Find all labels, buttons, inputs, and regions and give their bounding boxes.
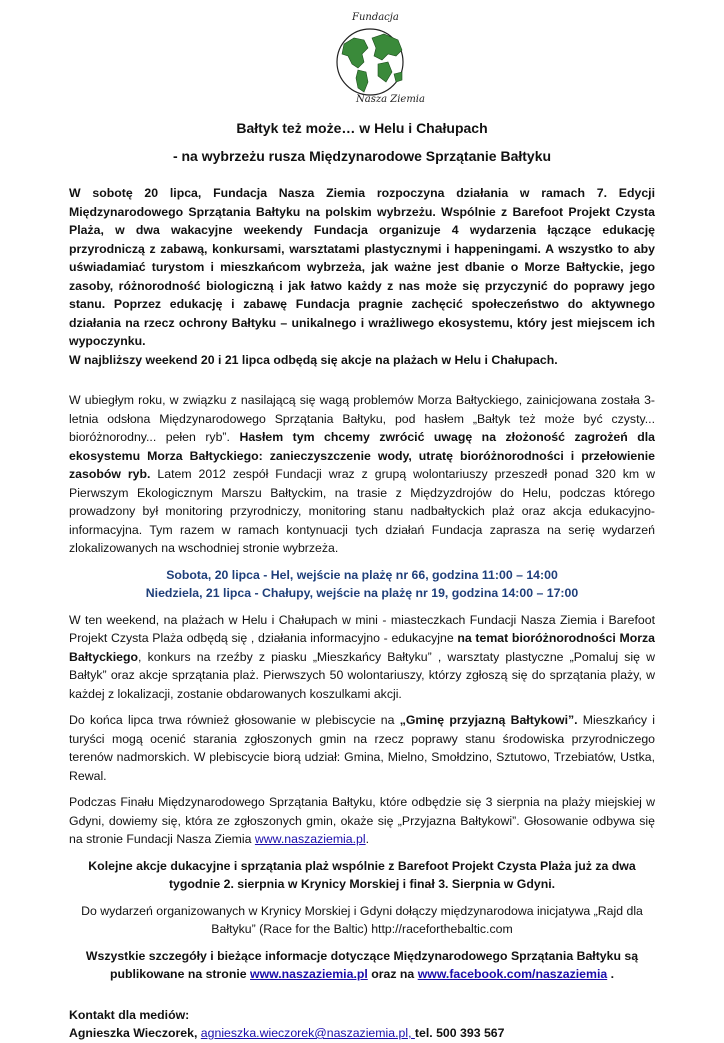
- background-text-2: Latem 2012 zespół Fundacji wraz z grupą wolontariuszy przeszedł ponad 320 km w Pierwszym Ekologicznym Marszu Bałtyckim, na trasie z Międzyzdrojów do Helu, podczas którego prowadzony był monitoring przyrodniczy, monitoring stanu nadbałtyckich plaż oraz akcja edukacyjno-informacyjna. Tym razem w ramach kontynuacji tych działań Fundacja zaprasza na serię wydarzeń zlokalizowanych na wschodniej stronie wybrzeża.: [69, 467, 655, 555]
- background-text-bold: Hasłem tym chcemy zwrócić uwagę na złożoność zagrożeń dla ekosystemu Morza Bałtyckiego: zanieczyszczenie wody, utratę bioróżnorodności i przełowienie zasobów ryb.: [69, 430, 656, 481]
- contact-phone: tel. 500 393 567: [414, 1026, 505, 1040]
- schedule-saturday: Sobota, 20 lipca - Hel, wejście na plażę nr 66, godzina 11:00 – 14:00: [166, 567, 558, 582]
- article-body: [69, 184, 655, 1043]
- plebiscite-text-1: Do końca lipca trwa również głosowanie w plebiscycie na: [69, 713, 400, 727]
- page-subtitle: - na wybrzeżu rusza Międzynarodowe Sprzątanie Bałtyku: [172, 148, 552, 164]
- final-paragraph: [69, 793, 655, 849]
- details-text: Wszystkie szczegóły i bieżące informacje dotyczące Międzynarodowego Sprzątania Bałtyku są publikowane na stronie: [85, 948, 639, 981]
- naszaziemia-link[interactable]: www.naszaziemia.pl: [254, 832, 366, 846]
- weekend-text-2: , konkurs na rzeźby z piasku „Mieszkańcy Bałtyku” , warsztaty plastyczne „Pomaluj się w Bałtyk” oraz akcje sprzątania plaż. Pierwszych 50 wolontariuszy, którzy zgłoszą się do sprzątania plaży, w każdej z lokalizacji, zostanie obdarowanych koszulkami akcji.: [69, 649, 655, 701]
- plebiscite-text-2: Mieszkańcy i turyści mogą ocenić starania zgłoszonych gmin na rzecz poprawy stanu środowiska przyrodniczego terenów nadmorskich. W plebiscycie biorą udział: Gmina, Mielno, Smołdzino, Sztutowo, Trzebiatów, Ustka, Rewal.: [69, 713, 655, 783]
- lead-paragraph: W sobotę 20 lipca, Fundacja Nasza Ziemia rozpoczyna działania w ramach 7. Edycji Międzynarodowego Sprzątania Bałtyku na polskim wybrzeżu. Wspólnie z Barefoot Projekt Czysta Plaża, w dwa wakacyjne weekendy Fundacja organizuje 4 wydarzenia łączące edukację przyrodniczą z zabawą, konkursami, warsztatami plastycznymi i happeningami. A wszystko to aby uświadamiać turystom i mieszkańcom wybrzeża, jak ważne jest dbanie o Morze Bałtyckie, jego zasoby, różnorodność biologiczną i jak łatwo każdy z nas może się przyczynić do poprawy jego stanu. Poprzez edukację i zabawę Fundacja pragnie zachęcić społeczeństwo do aktywnego działania na rzecz ochrony Bałtyku – unikalnego i wrażliwego ekosystemu, który jest miejscem ich wypoczynku.: [69, 186, 655, 348]
- plebiscite-text-bold: „Gminę przyjazną Bałtykowi”.: [399, 713, 578, 727]
- details-mid: oraz na: [367, 967, 418, 981]
- facebook-link[interactable]: www.facebook.com/naszaziemia: [417, 967, 608, 981]
- background-paragraph: [69, 391, 655, 558]
- logo-text-bottom: Nasza Ziemia: [356, 94, 425, 105]
- race-paragraph: Do wydarzeń organizowanych w Krynicy Morskiej i Gdyni dołączy międzynarodowa inicjatywa „Rajd dla Bałtyku” (Race for the Baltic) http://raceforthebaltic.com: [81, 903, 643, 936]
- details-paragraph: [69, 947, 655, 984]
- logo-text-top: Fundacja: [352, 12, 399, 23]
- naszaziemia-link-2[interactable]: www.naszaziemia.pl: [250, 967, 368, 981]
- weekend-paragraph: [69, 611, 655, 704]
- contact-email-link[interactable]: agnieszka.wieczorek@naszaziemia.pl,: [200, 1026, 415, 1040]
- final-text: Podczas Finału Międzynarodowego Sprzątania Bałtyku, które odbędzie się 3 sierpnia na plaży miejskiej w Gdyni, dowiemy się, która ze zgłoszonych gmin, okaże się „Przyjazna Bałtykowi”. Głosowanie odbywa się na stronie Fundacji Nasza Ziemia: [69, 795, 655, 846]
- lead-closing: W najbliższy weekend 20 i 21 lipca odbędą się akcje na plażach w Helu i Chałupach.: [69, 352, 558, 367]
- plebiscite-paragraph: [69, 711, 655, 785]
- weekend-text-bold: na temat bioróżnorodności Morza Bałtyckiego: [69, 631, 655, 664]
- foundation-logo: [318, 10, 425, 110]
- contact-name: Agnieszka Wieczorek,: [69, 1026, 201, 1040]
- next-actions-announcement: Kolejne akcje dukacyjne i sprzątania plaż wspólnie z Barefoot Projekt Czysta Plaża już za dwa tygodnie 2. sierpnia w Krynicy Morskiej i finał 3. Sierpnia w Gdyni.: [88, 858, 636, 891]
- schedule-sunday: Niedziela, 21 lipca - Chałupy, wejście na plażę nr 19, godzina 14:00 – 17:00: [145, 586, 579, 600]
- page-title: Bałtyk też może… w Helu i Chałupach: [236, 120, 488, 136]
- details-end: .: [607, 967, 615, 981]
- weekend-text-1: W ten weekend, na plażach w Helu i Chałupach w mini - miasteczkach Fundacji Nasza Ziemia i Barefoot Projekt Czysta Plaża odbędą się , działania informacyjno - edukacyjne: [69, 612, 655, 645]
- background-text-1: W ubiegłym roku, w związku z nasilającą się wagą problemów Morza Bałtyckiego, zainicjowana została 3-letnia odsłona Międzynarodowego Sprzątania Bałtyku, pod hasłem „Bałtyk też może być czysty... bioróżnorodny... pełen ryb”.: [69, 393, 655, 444]
- final-text-end: .: [365, 832, 370, 846]
- contact-line: [69, 1024, 655, 1043]
- contact-heading: Kontakt dla mediów:: [69, 1007, 190, 1022]
